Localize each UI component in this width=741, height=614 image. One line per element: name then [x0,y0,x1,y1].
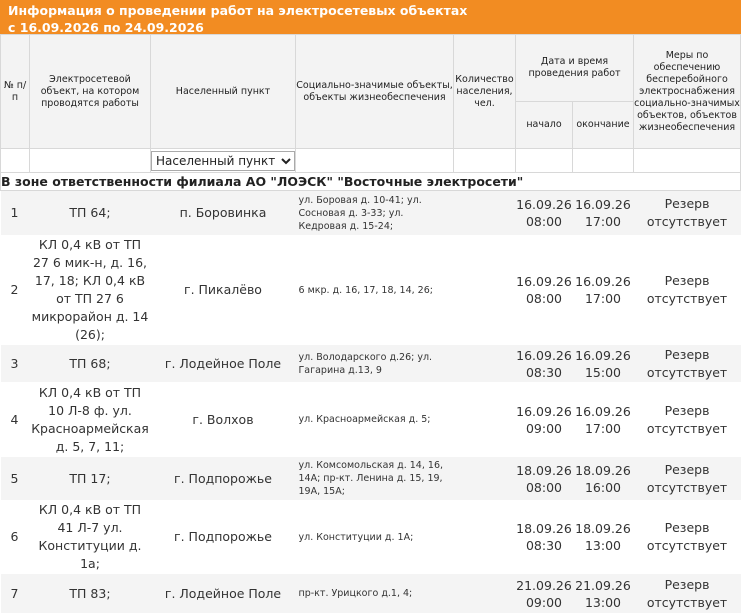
table-row [1,345,741,383]
cell-start: 18.09.26 08:00 [516,457,573,501]
cell-social: ул. Володарского д.26; ул. Гагарина д.13, 9 [296,345,454,383]
filter-cell [454,149,516,173]
cell-end: 16.09.26 17:00 [573,191,634,236]
cell-social: 6 мкр. д. 16, 17, 18, 14, 26; [296,236,454,345]
table-row [1,574,741,614]
cell-object: ТП 68; [30,345,151,383]
cell-num: 3 [1,345,30,383]
table-row [1,383,741,457]
cell-end: 16.09.26 15:00 [573,345,634,383]
cell-measures: Резерв отсутствует [634,457,741,501]
cell-measures: Резерв отсутствует [634,501,741,574]
cell-object: ТП 64; [30,191,151,236]
filter-cell [1,149,30,173]
cell-object: ТП 83; [30,574,151,614]
cell-population [454,345,516,383]
zone-title: В зоне ответственности филиала АО "ЛОЭСК" "Восточные электросети" [1,173,741,191]
filter-cell [30,149,151,173]
cell-population [454,236,516,345]
filter-cell [573,149,634,173]
cell-num: 5 [1,457,30,501]
cell-locality: п. Боровинка [151,191,296,236]
cell-measures: Резерв отсутствует [634,574,741,614]
cell-population [454,457,516,501]
table-row [1,501,741,574]
cell-end: 21.09.26 13:00 [573,574,634,614]
cell-num: 7 [1,574,30,614]
cell-population [454,574,516,614]
cell-population [454,501,516,574]
cell-object: КЛ 0,4 кВ от ТП 10 Л-8 ф. ул. Красноармейская д. 5, 7, 11; [30,383,151,457]
cell-end: 18.09.26 13:00 [573,501,634,574]
header-datetime: Дата и время проведения работ [516,35,634,102]
page-banner [0,0,741,34]
table-row [1,457,741,501]
cell-social: пр-кт. Урицкого д.1, 4; [296,574,454,614]
header-measures: Меры по обеспечению бесперебойного электроснабжения социально-значимых объектов, объектов жизнеобеспечения [634,35,741,149]
filter-cell [516,149,573,173]
filter-cell [296,149,454,173]
cell-num: 1 [1,191,30,236]
cell-end: 18.09.26 16:00 [573,457,634,501]
cell-measures: Резерв отсутствует [634,345,741,383]
header-population: Количество населения, чел. [454,35,516,149]
cell-end: 16.09.26 17:00 [573,236,634,345]
cell-locality: г. Волхов [151,383,296,457]
filter-cell [151,149,296,173]
cell-population [454,191,516,236]
header-social: Социально-значимые объекты, объекты жизнеобеспечения [296,35,454,149]
header-object: Электросетевой объект, на котором проводятся работы [30,35,151,149]
banner-title: Информация о проведении работ на электросетевых объектах [8,3,468,18]
cell-num: 6 [1,501,30,574]
cell-social: ул. Красноармейская д. 5; [296,383,454,457]
cell-start: 21.09.26 09:00 [516,574,573,614]
cell-social: ул. Боровая д. 10-41; ул. Сосновая д. 3-33; ул. Кедровая д. 15-24; [296,191,454,236]
cell-num: 2 [1,236,30,345]
cell-social: ул. Комсомольская д. 14, 16, 14А; пр-кт. Ленина д. 15, 19, 19А, 15А; [296,457,454,501]
cell-start: 16.09.26 08:30 [516,345,573,383]
header-end: окончание [573,102,634,149]
cell-social: ул. Конституции д. 1А; [296,501,454,574]
cell-start: 16.09.26 08:00 [516,191,573,236]
table-row [1,191,741,236]
table-row [1,236,741,345]
locality-filter-select[interactable] [151,151,295,171]
cell-measures: Резерв отсутствует [634,236,741,345]
cell-measures: Резерв отсутствует [634,191,741,236]
header-start: начало [516,102,573,149]
banner-period: с 16.09.2026 по 24.09.2026 [8,20,204,35]
header-num: № п/п [1,35,30,149]
cell-start: 18.09.26 08:30 [516,501,573,574]
cell-object: КЛ 0,4 кВ от ТП 41 Л-7 ул. Конституции д. 1а; [30,501,151,574]
cell-locality: г. Лодейное Поле [151,345,296,383]
cell-measures: Резерв отсутствует [634,383,741,457]
cell-end: 16.09.26 17:00 [573,383,634,457]
filter-cell [634,149,741,173]
cell-locality: г. Подпорожье [151,457,296,501]
cell-start: 16.09.26 09:00 [516,383,573,457]
cell-locality: г. Лодейное Поле [151,574,296,614]
cell-locality: г. Подпорожье [151,501,296,574]
header-locality: Населенный пункт [151,35,296,149]
cell-locality: г. Пикалёво [151,236,296,345]
cell-object: ТП 17; [30,457,151,501]
works-table [0,34,741,614]
cell-num: 4 [1,383,30,457]
cell-population [454,383,516,457]
cell-object: КЛ 0,4 кВ от ТП 27 6 мик-н, д. 16, 17, 18; КЛ 0,4 кВ от ТП 27 6 микрорайон д. 14 (26); [30,236,151,345]
cell-start: 16.09.26 08:00 [516,236,573,345]
